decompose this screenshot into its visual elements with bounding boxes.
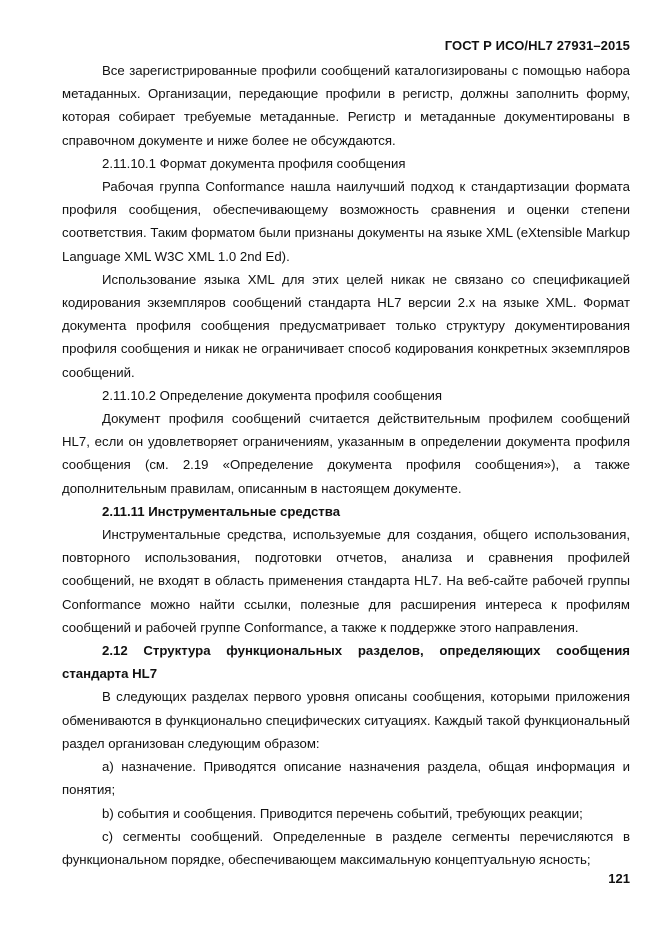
paragraph-definition: Документ профиля сообщений считается действительным профилем сообщений HL7, если он удовлетворяет ограничениям, указанным в определении документа профиля сообщения (см. 2.19 «Определение документа профиля сообщения»), а также дополнительным правилам, описанным в настоящем документе. [62, 411, 630, 496]
list-item-b: b) события и сообщения. Приводится перечень событий, требующих реакции; [102, 805, 583, 821]
section-heading-2-11-10-1: 2.11.10.1 Формат документа профиля сообщения [102, 155, 406, 171]
paragraph-format: Рабочая группа Conformance нашла наилучший подход к стандартизации формата профиля сообщения, обеспечивающему возможность сравнения и оценки степени соответствия. Таким форматом были признаны документы на языке XML (eXtensible Markup Language XML W3C XML 1.0 2nd Ed). [62, 179, 630, 264]
paragraph-structure: В следующих разделах первого уровня описаны сообщения, которыми приложения обмениваются в функционально специфических ситуациях. Каждый такой функциональный раздел организован следующим образом: [62, 689, 630, 751]
section-heading-2-12: 2.12 Структура функциональных разделов, определяющих сообщения стандарта HL7 [62, 643, 630, 682]
document-body [62, 59, 630, 871]
list-item-a: а) назначение. Приводятся описание назначения раздела, общая информация и понятия; [62, 759, 630, 798]
standard-header: ГОСТ Р ИСО/HL7 27931–2015 [444, 38, 630, 53]
paragraph-tools: Инструментальные средства, используемые для создания, общего использования, повторного использования, подготовки отчетов, анализа и сравнения профилей сообщений, не входят в область применения стандарта HL7. На веб-сайте рабочей группы Conformance можно найти ссылки, полезные для расширения интереса к профилям сообщений и рабочей группе Conformance, а также к поддержке этого направления. [62, 527, 630, 635]
page-number: 121 [608, 871, 630, 886]
paragraph-xml-usage: Использование языка XML для этих целей никак не связано со спецификацией кодирования экземпляров сообщений стандарта HL7 версии 2.x на языке XML. Формат документа профиля сообщения предусматривает только структуру документирования профиля сообщения и никак не ограничивает способ кодирования конкретных экземпляров сообщений. [62, 271, 630, 380]
list-item-c: c) сегменты сообщений. Определенные в разделе сегменты перечисляются в функциональном порядке, обеспечивающем максимальную концептуальную ясность; [62, 828, 630, 867]
paragraph-intro: Все зарегистрированные профили сообщений каталогизированы с помощью набора метаданных. Организации, передающие профили в регистр, должны заполнить форму, которая собирает требуемые метаданные. Регистр и метаданные документированы в справочном документе и ниже более не обсуждаются. [62, 63, 630, 148]
section-heading-2-11-10-2: 2.11.10.2 Определение документа профиля сообщения [102, 387, 443, 403]
section-heading-2-11-11: 2.11.11 Инструментальные средства [102, 503, 341, 519]
